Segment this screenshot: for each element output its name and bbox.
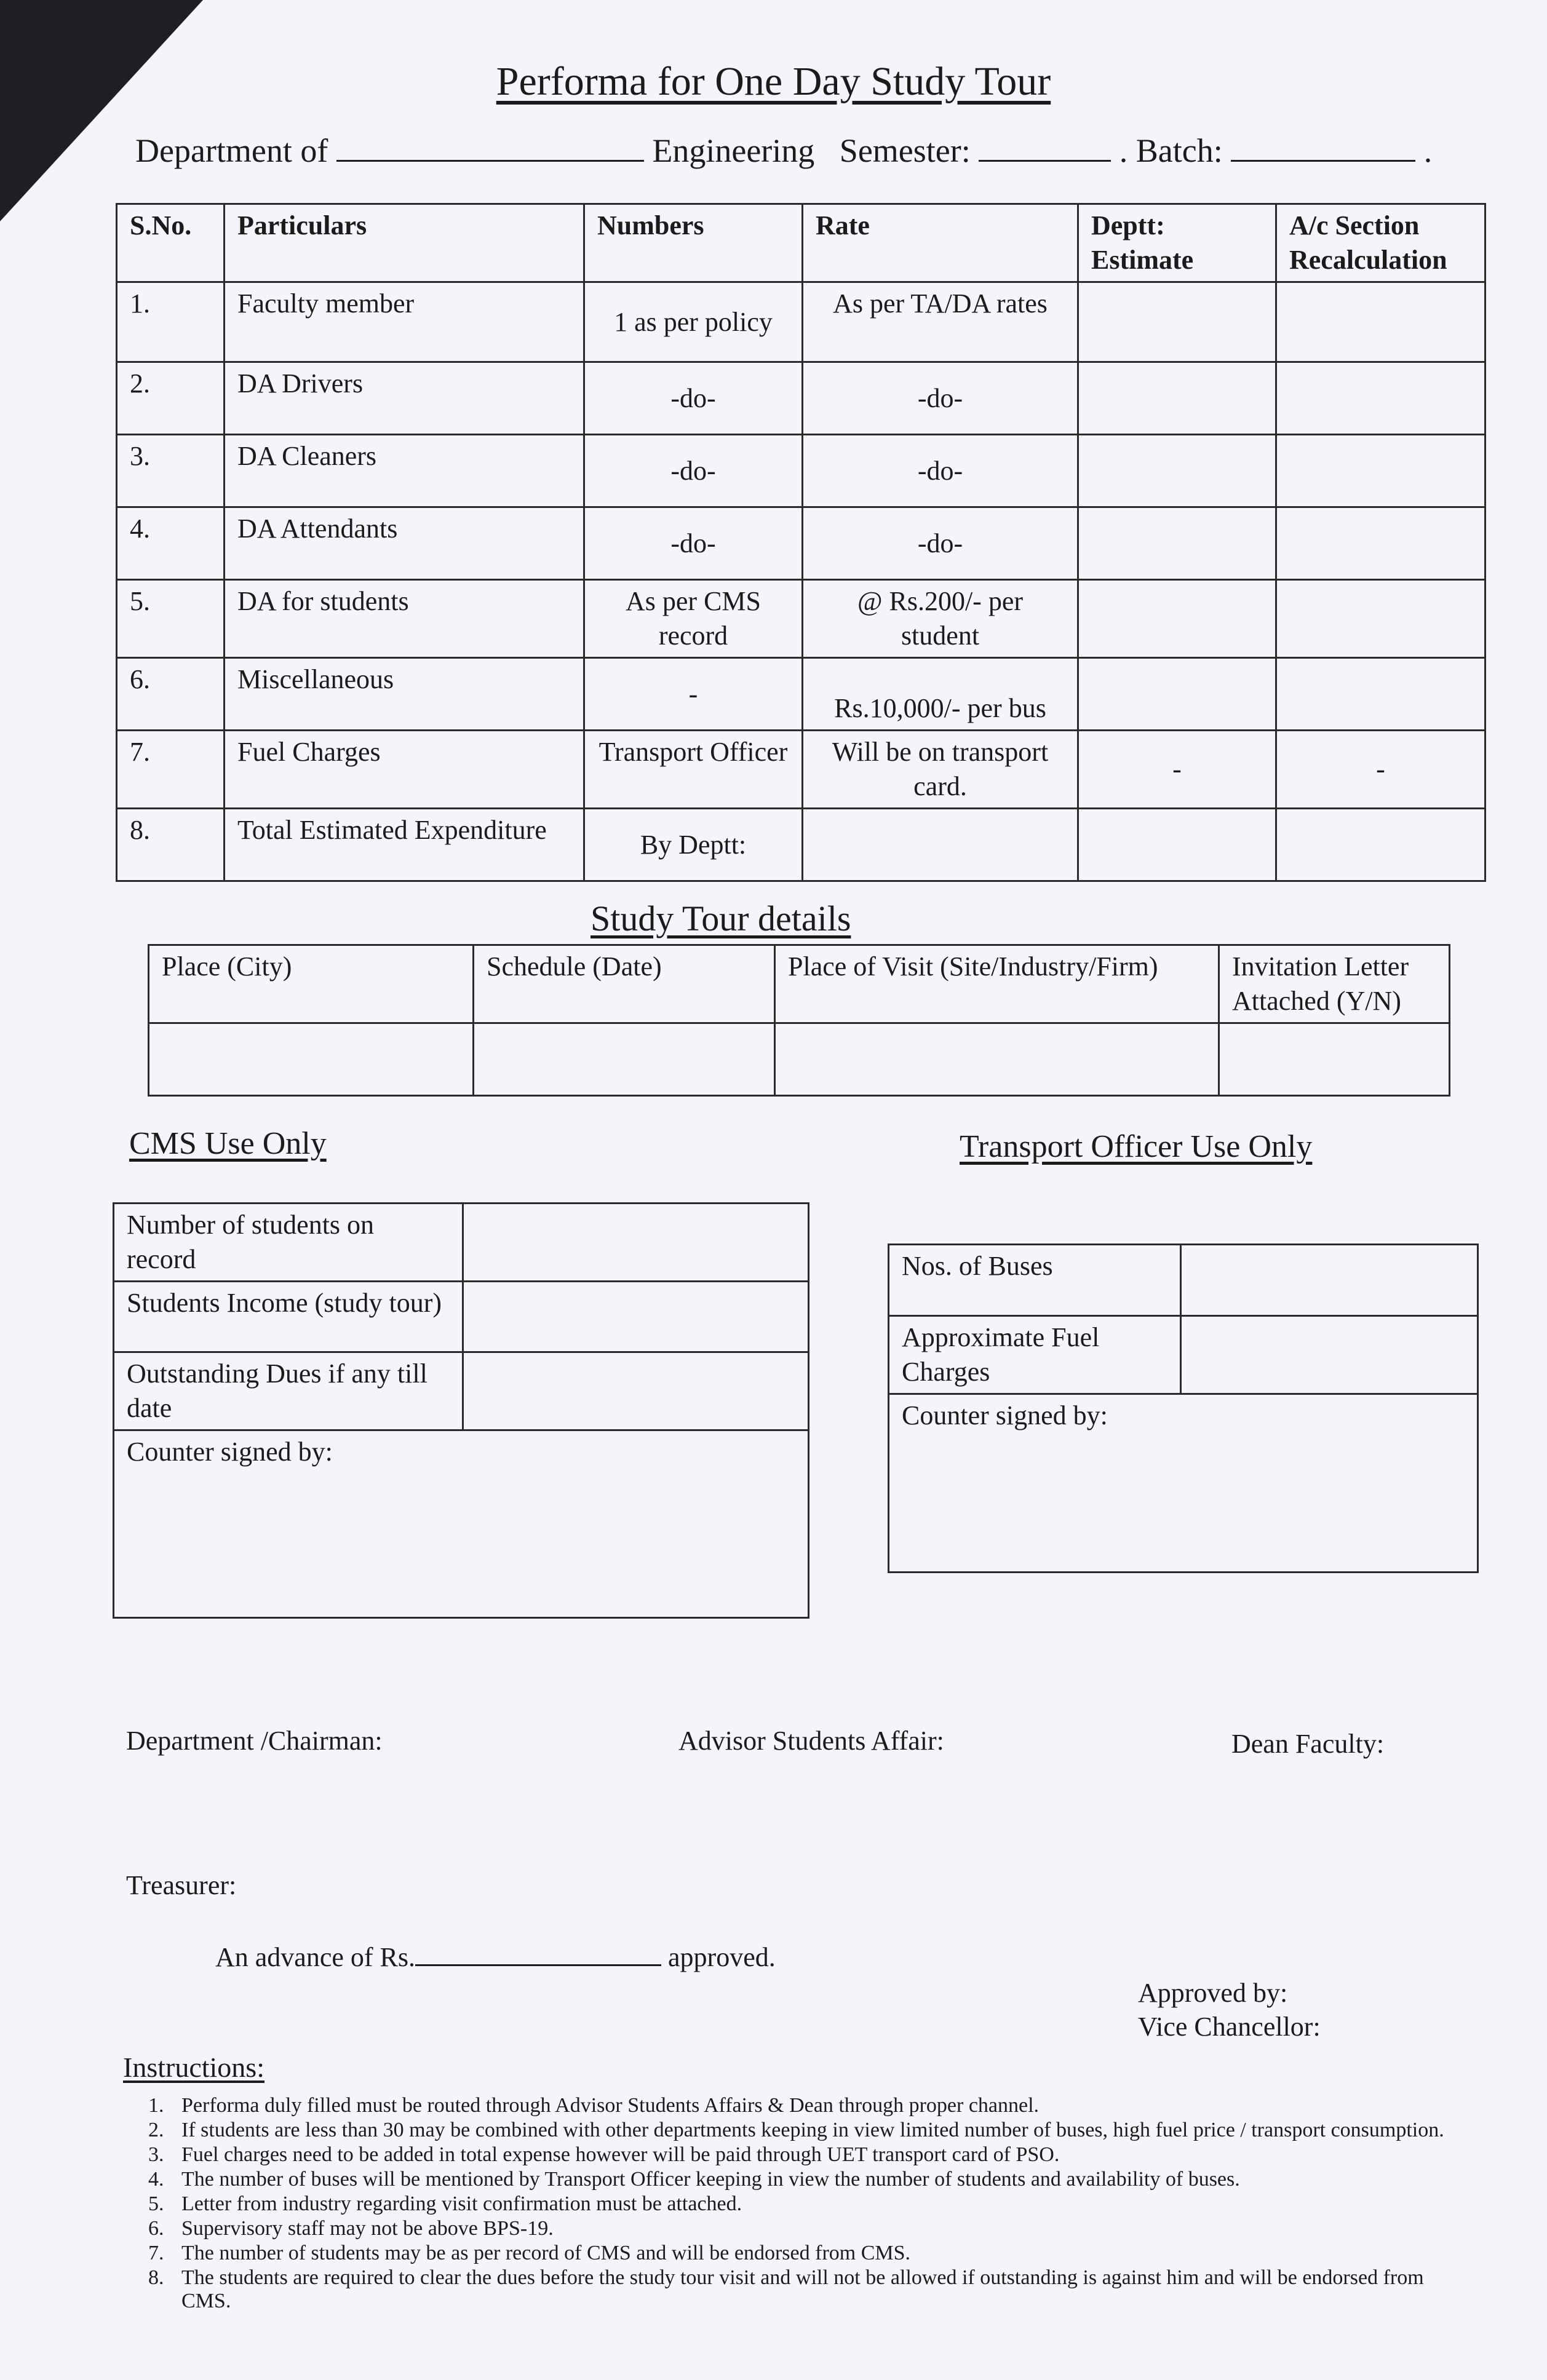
treasurer-signature-label: Treasurer:: [126, 1870, 237, 1900]
header-particulars: Particulars: [225, 204, 584, 282]
department-blank[interactable]: [336, 129, 644, 162]
cms-row-label: Number of students on record: [114, 1204, 463, 1282]
cms-row-value[interactable]: [463, 1352, 809, 1430]
table-row: [117, 658, 1485, 731]
vice-chancellor-label: Vice Chancellor:: [1138, 2012, 1321, 2042]
row-recalc-cell[interactable]: [1276, 809, 1485, 881]
row-numbers: Transport Officer: [584, 731, 803, 809]
row-estimate-cell[interactable]: -: [1078, 731, 1276, 809]
tour-invitation-cell[interactable]: [1219, 1023, 1450, 1096]
row-sno: 4.: [117, 507, 225, 580]
row-particular: Fuel Charges: [225, 731, 584, 809]
instruction-item: 2. If students are less than 30 may be combined with other departments keeping in view limited number of buses, high fuel price / transport consumption.: [169, 2119, 1467, 2142]
tour-header-invitation: Invitation Letter Attached (Y/N): [1219, 945, 1450, 1023]
chairman-signature-label: Department /Chairman:: [126, 1726, 383, 1756]
row-recalc-cell[interactable]: [1276, 282, 1485, 362]
row-numbers: -do-: [584, 435, 803, 507]
advisor-signature-label: Advisor Students Affair:: [678, 1726, 944, 1756]
table-row: [889, 1245, 1478, 1316]
row-particular: DA Attendants: [225, 507, 584, 580]
cms-row-value[interactable]: [463, 1204, 809, 1282]
table-row: [117, 435, 1485, 507]
instruction-item: 7. The number of students may be as per record of CMS and will be endorsed from CMS.: [169, 2242, 1467, 2265]
table-row: [114, 1352, 809, 1430]
semester-label: Semester:: [839, 132, 971, 169]
table-row: [117, 362, 1485, 435]
row-numbers: As per CMS record: [584, 580, 803, 658]
tour-header-date: Schedule (Date): [474, 945, 775, 1023]
row-numbers: -do-: [584, 507, 803, 580]
row-particular: Total Estimated Expenditure: [225, 809, 584, 881]
row-particular: Faculty member: [225, 282, 584, 362]
row-rate: @ Rs.200/- per student: [803, 580, 1078, 658]
transport-row-value[interactable]: [1181, 1316, 1478, 1394]
dean-signature-label: Dean Faculty:: [1231, 1729, 1385, 1759]
instruction-item: 6. Supervisory staff may not be above BPS-19.: [169, 2217, 1467, 2240]
row-particular: DA for students: [225, 580, 584, 658]
transport-title: Transport Officer Use Only: [960, 1129, 1313, 1164]
advance-suffix: approved.: [668, 1942, 776, 1972]
instruction-item: 4. The number of buses will be mentioned by Transport Officer keeping in view the number of students and availability of buses.: [169, 2168, 1467, 2191]
transport-counter-sign-row: [889, 1394, 1478, 1573]
advance-amount-blank[interactable]: [415, 1937, 661, 1966]
row-estimate-cell[interactable]: [1078, 282, 1276, 362]
tour-details-header: [149, 945, 1450, 1023]
row-rate: Will be on transport card.: [803, 731, 1078, 809]
row-numbers: -: [584, 658, 803, 731]
row-sno: 2.: [117, 362, 225, 435]
header-recalculation: A/c Section Recalculation: [1276, 204, 1485, 282]
instruction-item: 8. The students are required to clear the dues before the study tour visit and will not be allowed if outstanding is against him and will be endorsed from CMS.: [169, 2266, 1467, 2313]
row-sno: 7.: [117, 731, 225, 809]
batch-label: . Batch:: [1119, 132, 1223, 169]
tour-details-entry-row: [149, 1023, 1450, 1096]
form-title: Performa for One Day Study Tour: [496, 59, 1051, 104]
row-sno: 3.: [117, 435, 225, 507]
row-rate: -do-: [803, 362, 1078, 435]
row-particular: DA Drivers: [225, 362, 584, 435]
transport-counter-signed[interactable]: Counter signed by:: [889, 1394, 1478, 1573]
header-estimate: Deptt: Estimate: [1078, 204, 1276, 282]
tour-details-title: Study Tour details: [591, 898, 851, 938]
tour-details-table: [148, 944, 1450, 1097]
cms-row-label: Outstanding Dues if any till date: [114, 1352, 463, 1430]
row-numbers: -do-: [584, 362, 803, 435]
table-row: [117, 809, 1485, 881]
advance-prefix: An advance of Rs.: [215, 1942, 416, 1972]
table-row: [117, 507, 1485, 580]
tour-place-cell[interactable]: [775, 1023, 1219, 1096]
row-particular: DA Cleaners: [225, 435, 584, 507]
table-row: [117, 731, 1485, 809]
instruction-item: 3. Fuel charges need to be added in total expense however will be paid through UET transport card of PSO.: [169, 2143, 1467, 2167]
transport-row-value[interactable]: [1181, 1245, 1478, 1316]
tour-header-city: Place (City): [149, 945, 474, 1023]
header-rate: Rate: [803, 204, 1078, 282]
row-rate: As per TA/DA rates: [803, 282, 1078, 362]
row-sno: 5.: [117, 580, 225, 658]
cms-row-label: Students Income (study tour): [114, 1282, 463, 1352]
instructions-list: [126, 2094, 1467, 2314]
row-particular: Miscellaneous: [225, 658, 584, 731]
cms-row-value[interactable]: [463, 1282, 809, 1352]
table-row: [889, 1316, 1478, 1394]
row-recalc-cell[interactable]: [1276, 580, 1485, 658]
cms-table: [113, 1202, 809, 1619]
row-recalc-cell[interactable]: [1276, 507, 1485, 580]
instruction-item: 5. Letter from industry regarding visit confirmation must be attached.: [169, 2192, 1467, 2216]
row-estimate-cell[interactable]: [1078, 580, 1276, 658]
cms-title: CMS Use Only: [129, 1126, 327, 1161]
approved-by-label: Approved by:: [1138, 1978, 1288, 2008]
instruction-item: 1. Performa duly filled must be routed through Advisor Students Affairs & Dean through proper channel.: [169, 2094, 1467, 2117]
table-row: [117, 282, 1485, 362]
row-rate: -do-: [803, 435, 1078, 507]
header-line: [135, 129, 1432, 170]
row-recalc-cell[interactable]: -: [1276, 731, 1485, 809]
row-recalc-cell[interactable]: [1276, 362, 1485, 435]
transport-table: [888, 1244, 1479, 1573]
transport-row-label: Nos. of Buses: [889, 1245, 1181, 1316]
row-rate: -do-: [803, 507, 1078, 580]
tour-city-cell[interactable]: [149, 1023, 474, 1096]
department-label: Department of: [135, 132, 328, 169]
row-sno: 6.: [117, 658, 225, 731]
header-sno: S.No.: [117, 204, 225, 282]
table-row: [117, 580, 1485, 658]
tour-date-cell[interactable]: [474, 1023, 775, 1096]
row-estimate-cell[interactable]: [1078, 658, 1276, 731]
row-rate: Rs.10,000/- per bus: [803, 658, 1078, 731]
table-row: [114, 1204, 809, 1282]
row-sno: 8.: [117, 809, 225, 881]
tour-header-place: Place of Visit (Site/Industry/Firm): [775, 945, 1219, 1023]
row-estimate-cell[interactable]: [1078, 809, 1276, 881]
row-estimate-cell[interactable]: [1078, 435, 1276, 507]
row-numbers: By Deptt:: [584, 809, 803, 881]
row-numbers: 1 as per policy: [584, 282, 803, 362]
header-numbers: Numbers: [584, 204, 803, 282]
table-row: [114, 1282, 809, 1352]
batch-blank[interactable]: [1231, 129, 1415, 162]
row-estimate-cell[interactable]: [1078, 362, 1276, 435]
header-trailing-dot: .: [1423, 132, 1433, 169]
instructions-title: Instructions:: [123, 2052, 264, 2083]
row-sno: 1.: [117, 282, 225, 362]
advance-line: [215, 1937, 776, 1973]
row-recalc-cell[interactable]: [1276, 658, 1485, 731]
cms-counter-sign-row: [114, 1430, 809, 1618]
engineering-label: Engineering: [652, 132, 815, 169]
cost-table-header: [117, 204, 1485, 282]
row-recalc-cell[interactable]: [1276, 435, 1485, 507]
scanner-shadow-corner: [0, 0, 203, 221]
cms-counter-signed[interactable]: Counter signed by:: [114, 1430, 809, 1618]
transport-row-label: Approximate Fuel Charges: [889, 1316, 1181, 1394]
cost-table: [116, 203, 1486, 882]
row-rate: [803, 809, 1078, 881]
semester-blank[interactable]: [979, 129, 1111, 162]
row-estimate-cell[interactable]: [1078, 507, 1276, 580]
